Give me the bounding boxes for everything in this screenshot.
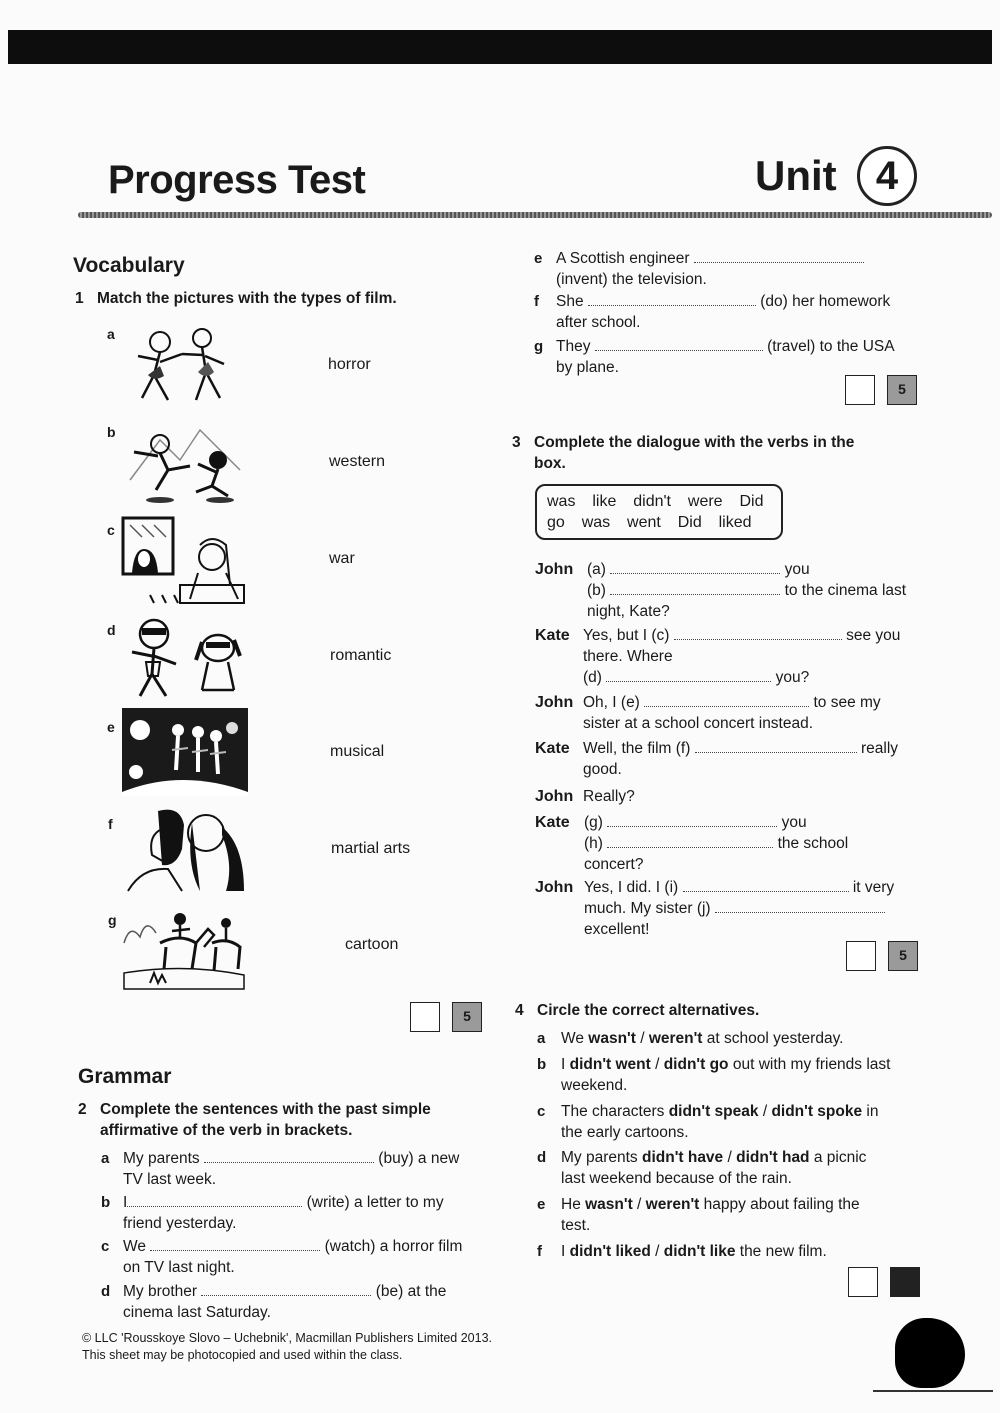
ex4a-option-2[interactable]: weren't — [648, 1030, 703, 1047]
dialogue-line-3: John Oh, I (e) to see my sister at a school concert instead. — [535, 694, 881, 732]
answer-blank-3g[interactable] — [607, 813, 777, 827]
answer-blank-3c[interactable] — [674, 626, 842, 640]
ex1-letter-d: d — [107, 622, 116, 638]
kissing-couple-icon — [122, 805, 247, 893]
ex3-instruction-line1: Complete the dialogue with the verbs in the — [534, 434, 855, 451]
film-type-2: western — [329, 453, 386, 470]
answer-blank-3d[interactable] — [606, 668, 771, 682]
page-corner-smudge — [895, 1318, 965, 1388]
verb-box — [535, 484, 783, 540]
answer-blank-3b[interactable] — [610, 581, 780, 595]
ex1-score-box[interactable] — [410, 1002, 440, 1032]
ex1-score-value: 5 — [452, 1002, 482, 1032]
film-type-4: romantic — [330, 647, 392, 664]
film-type-6: martial arts — [331, 840, 411, 857]
ex4b-option-2[interactable]: didn't go — [663, 1056, 729, 1073]
scream-window-icon — [120, 515, 250, 605]
ex3-instruction-line2: box. — [534, 455, 566, 472]
ex4-item-a: a We wasn't / weren't at school yesterday. — [537, 1030, 844, 1047]
ex4c-option-2[interactable]: didn't spoke — [771, 1103, 863, 1120]
ex2-item-a: a My parents (buy) a new TV last week. — [101, 1150, 460, 1188]
vocabulary-heading: Vocabulary — [73, 254, 185, 277]
answer-blank-3i[interactable] — [683, 878, 849, 892]
ex2-item-g: g They (travel) to the USA by plane. — [534, 338, 895, 376]
ex4f-option-2[interactable]: didn't like — [663, 1243, 736, 1260]
ex4e-option-1[interactable]: wasn't — [585, 1196, 633, 1213]
ex4d-option-2[interactable]: didn't had — [736, 1149, 810, 1166]
ex4-item-f: f I didn't liked / didn't like the new film. — [537, 1243, 827, 1260]
ex4-score-box[interactable] — [848, 1267, 878, 1297]
ex4-item-c: c The characters didn't speak / didn't spoke in the early cartoons. — [537, 1103, 879, 1141]
ex3-instruction — [512, 432, 854, 474]
unit-number-badge: 4 — [857, 146, 917, 206]
ex2-item-f: f She (do) her homework after school. — [534, 293, 891, 331]
dialogue-line-6: Kate (g) you (h) the school concert? — [535, 814, 849, 873]
film-type-3: war — [329, 550, 355, 567]
kung-fu-fight-icon — [120, 420, 250, 506]
footer-line-1: © LLC 'Rousskoye Slovo – Uchebnik', Macmillan Publishers Limited 2013. — [82, 1331, 493, 1345]
ex3-score-box[interactable] — [846, 941, 876, 971]
ex4e-option-2[interactable]: weren't — [645, 1196, 700, 1213]
ex4-instruction — [515, 1000, 759, 1021]
grammar-heading: Grammar — [78, 1065, 172, 1088]
answer-blank-2g[interactable] — [595, 337, 763, 351]
dancing-couple-icon — [120, 320, 235, 408]
ex4-item-b: b I didn't went / didn't go out with my friends last weekend. — [537, 1056, 891, 1094]
cowboys-horses-icon — [120, 903, 248, 991]
ex2-item-c: c We (watch) a horror film on TV last night. — [101, 1238, 463, 1276]
ex2-instruction — [78, 1099, 431, 1141]
verb-box-line2: go was went Did liked — [547, 514, 752, 531]
ex2-item-b: b I (write) a letter to my friend yesterday. — [101, 1194, 444, 1232]
ex3-score-value: 5 — [888, 941, 918, 971]
ex4b-option-1[interactable]: didn't went — [569, 1056, 651, 1073]
ex4c-option-1[interactable]: didn't speak — [668, 1103, 759, 1120]
ex1-letter-b: b — [107, 424, 116, 440]
film-type-5: musical — [330, 743, 385, 760]
top-bar — [8, 30, 992, 64]
dialogue-line-1: John (a) you (b) to the cinema last night, Kate? — [535, 561, 907, 620]
ex4d-option-1[interactable]: didn't have — [641, 1149, 724, 1166]
ex1-letter-g: g — [108, 912, 117, 928]
film-type-1: horror — [328, 356, 371, 373]
dialogue-line-4: Kate Well, the film (f) really good. — [535, 740, 899, 778]
ex1-instruction — [75, 288, 397, 309]
film-type-7: cartoon — [345, 936, 399, 953]
answer-blank-3j[interactable] — [715, 899, 885, 913]
ex2-instruction-line2: affirmative of the verb in brackets. — [100, 1122, 353, 1139]
answer-blank-2a[interactable] — [204, 1149, 374, 1163]
copyright-footer — [82, 1330, 492, 1364]
ex2-instruction-line1: Complete the sentences with the past simple — [100, 1101, 431, 1118]
bottom-rule — [873, 1390, 993, 1392]
answer-blank-2d[interactable] — [201, 1282, 371, 1296]
answer-blank-2c[interactable] — [150, 1237, 320, 1251]
ex4-item-e: e He wasn't / weren't happy about failing the test. — [537, 1196, 860, 1234]
ex1-instruction-text: Match the pictures with the types of film. — [97, 290, 397, 307]
page-title: Progress Test — [108, 158, 366, 202]
ex1-letter-f: f — [108, 816, 113, 832]
ex1-letter-c: c — [107, 522, 115, 538]
ex1-number: 1 — [75, 290, 84, 307]
ex2-score-value: 5 — [887, 375, 917, 405]
ex4-score-value-smudged — [890, 1267, 920, 1297]
ex1-letter-a: a — [107, 326, 115, 342]
ex4f-option-1[interactable]: didn't liked — [569, 1243, 651, 1260]
ex2-item-e: e A Scottish engineer (invent) the television. — [534, 248, 924, 290]
ex3-number: 3 — [512, 434, 521, 451]
answer-blank-3h[interactable] — [607, 834, 773, 848]
unit-label: Unit — [755, 152, 837, 199]
ex4-item-d: d My parents didn't have / didn't had a picnic last weekend because of the rain. — [537, 1149, 867, 1187]
ex2-number: 2 — [78, 1101, 87, 1118]
cartoon-hero-dog-icon — [122, 612, 247, 702]
dialogue-line-7: John Yes, I did. I (i) it very much. My sister (j) excellent! — [535, 879, 895, 938]
ex2-score-box[interactable] — [845, 375, 875, 405]
answer-blank-3f[interactable] — [695, 739, 857, 753]
header-rule — [78, 212, 992, 218]
ex4-instruction-text: Circle the correct alternatives. — [537, 1002, 760, 1019]
answer-blank-3a[interactable] — [610, 560, 780, 574]
ex1-letter-e: e — [107, 719, 115, 735]
answer-blank-2b[interactable] — [127, 1193, 302, 1207]
ex4a-option-1[interactable]: wasn't — [588, 1030, 636, 1047]
answer-blank-3e[interactable] — [644, 693, 809, 707]
ex2-item-d: d My brother (be) at the cinema last Saturday. — [101, 1283, 447, 1321]
answer-blank-2e[interactable] — [694, 249, 864, 263]
dialogue-line-5: John Really? — [535, 788, 635, 805]
ex4-number: 4 — [515, 1002, 524, 1019]
verb-box-line1: was like didn't were Did — [547, 493, 764, 510]
footer-line-2: This sheet may be photocopied and used within the class. — [82, 1348, 403, 1362]
soldiers-jungle-icon — [122, 708, 248, 796]
dialogue-line-2: Kate Yes, but I (c) see you there. Where (d) you? — [535, 627, 901, 686]
answer-blank-2f[interactable] — [588, 292, 756, 306]
